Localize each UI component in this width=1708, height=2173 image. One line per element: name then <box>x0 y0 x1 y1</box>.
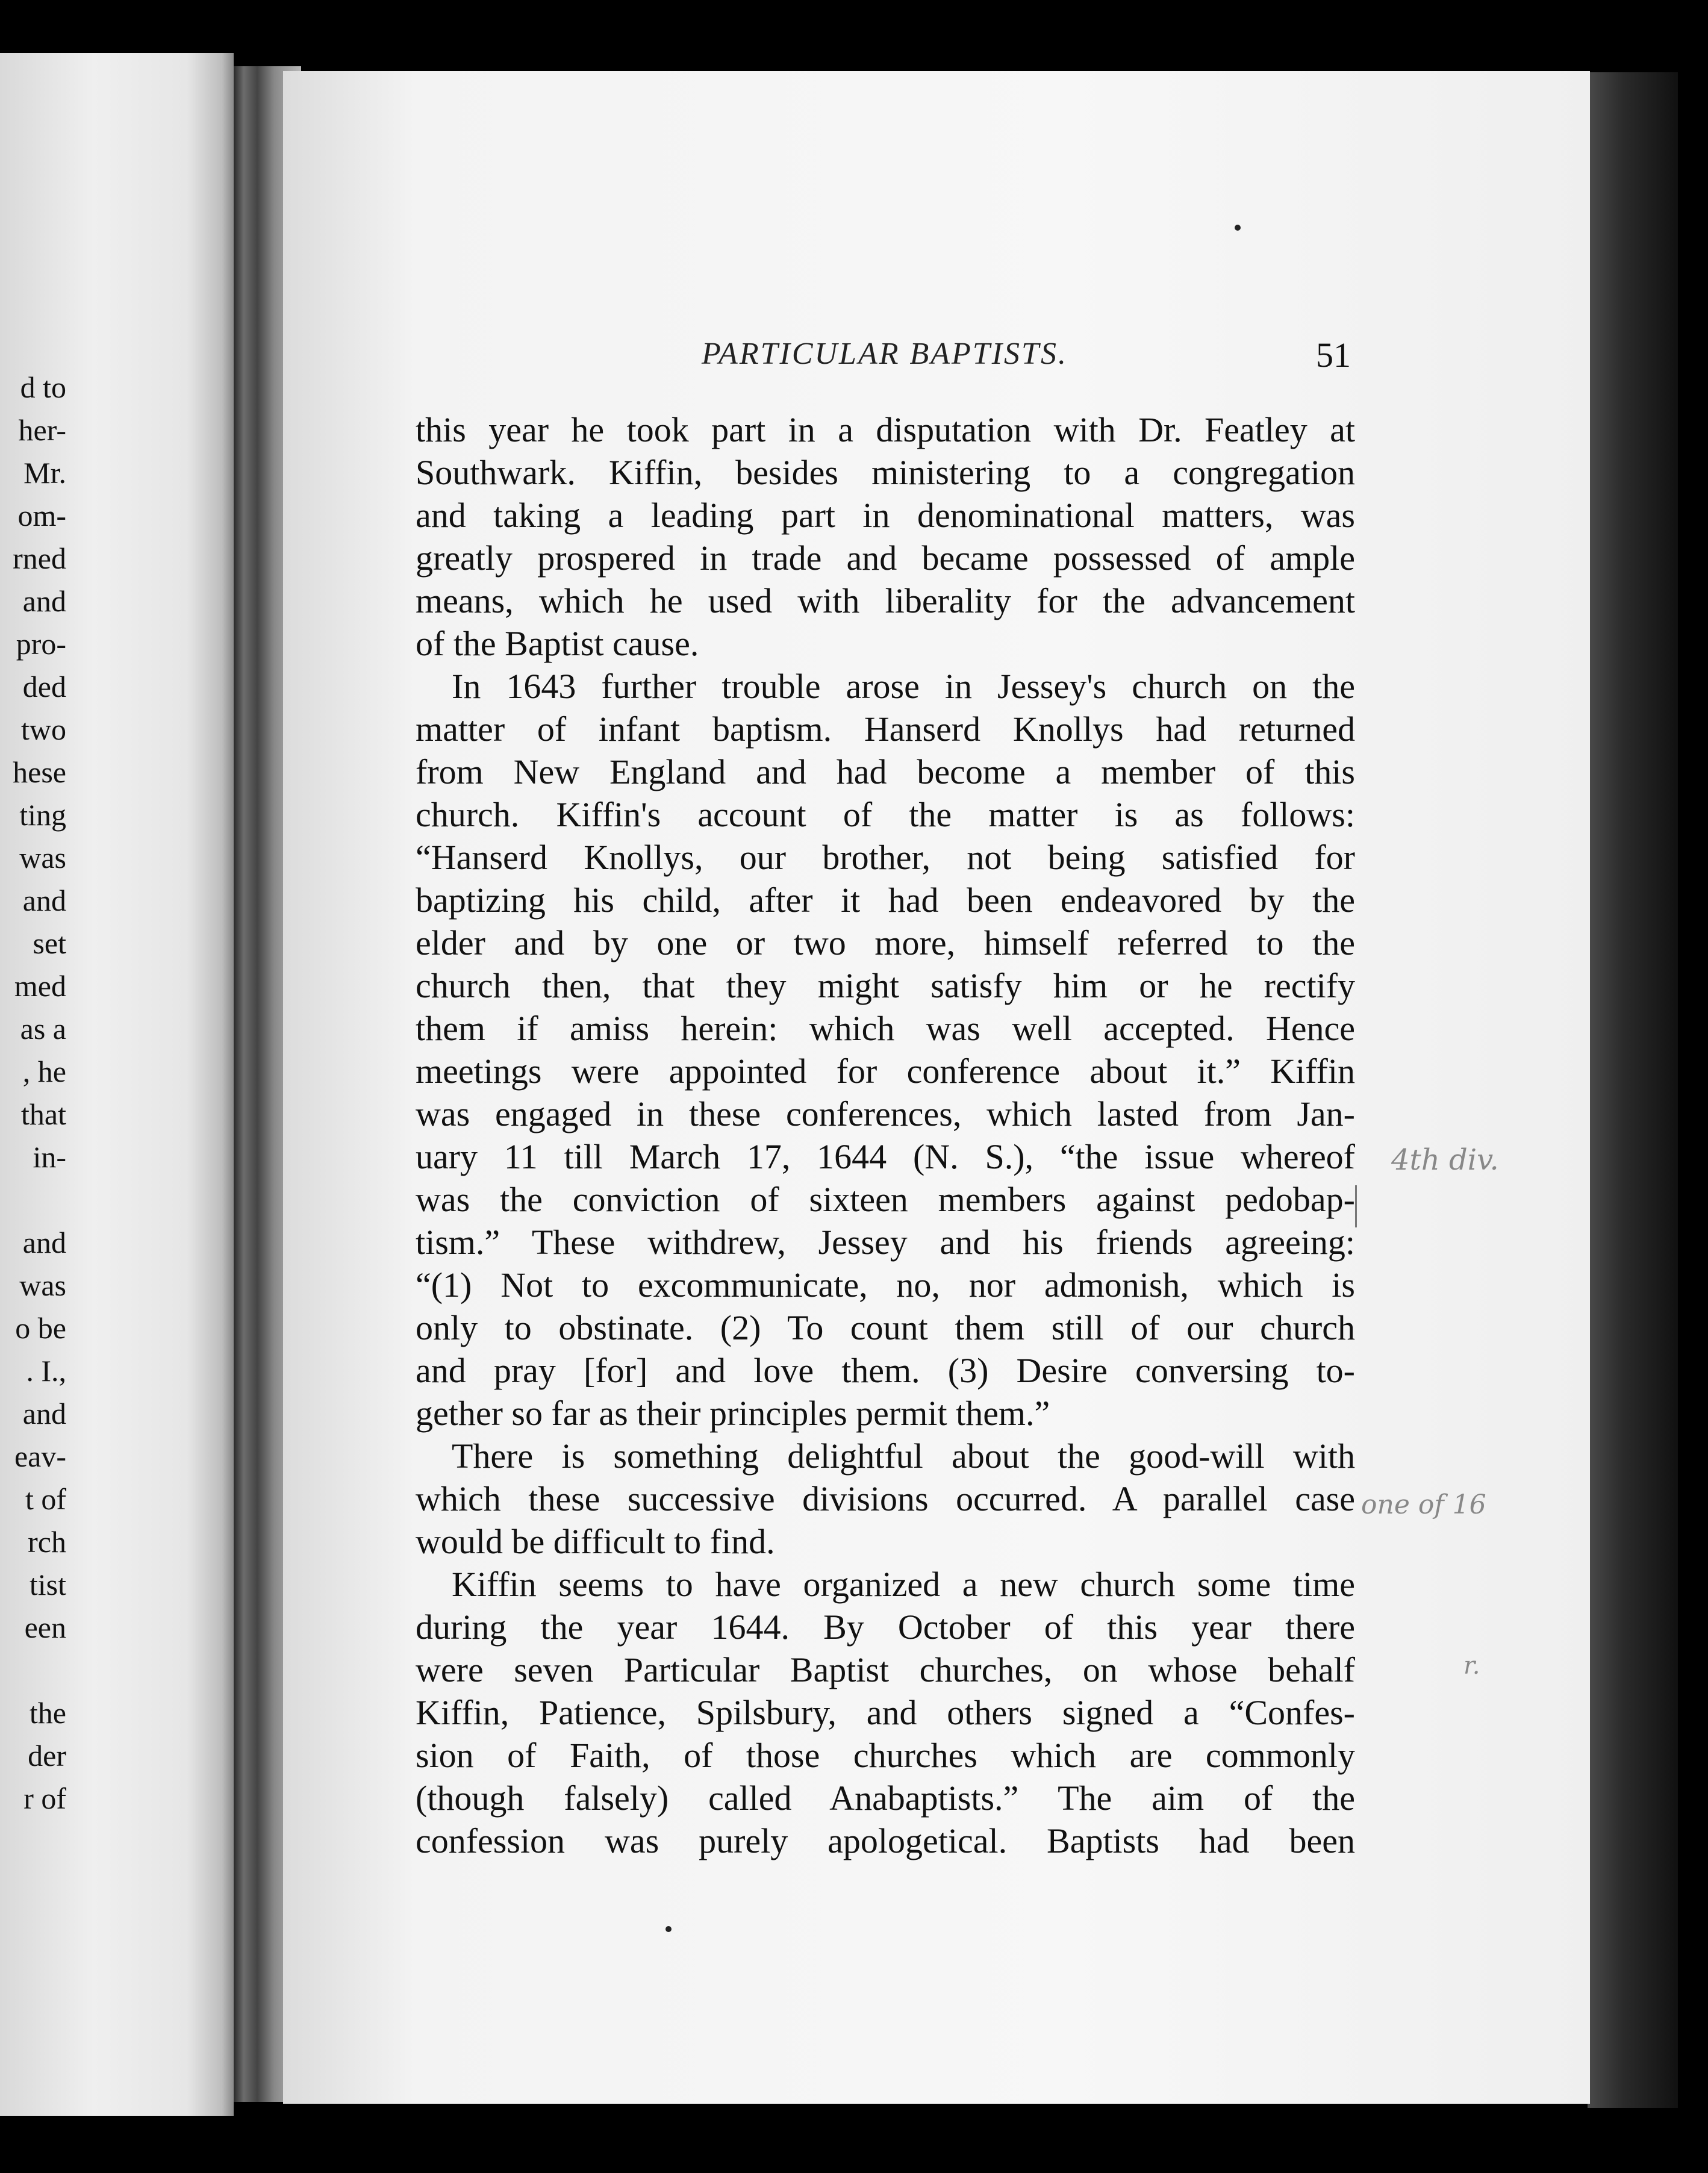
text-line: meetings were appointed for conference about it.” Kiffin <box>416 1052 1355 1091</box>
left-line: med <box>14 969 66 1003</box>
left-line: ting <box>19 798 66 832</box>
margin-note: one of 16 <box>1361 1489 1486 1520</box>
left-line: een <box>24 1610 66 1644</box>
text-line: uary 11 till March 17, 1644 (N. S.), “the issue whereof <box>416 1137 1355 1176</box>
text-line: during the year 1644. By October of this year there <box>416 1607 1355 1647</box>
left-line <box>0 1649 66 1692</box>
left-line: pro- <box>16 627 66 661</box>
page-number: 51 <box>1316 335 1351 375</box>
text-line: Southwark. Kiffin, besides ministering to a congregation <box>416 453 1355 492</box>
text-line: baptizing his child, after it had been endeavored by the <box>416 881 1355 920</box>
left-line: and <box>22 884 66 917</box>
left-line: the <box>29 1696 66 1730</box>
text-line: Kiffin, Patience, Spilsbury, and others signed a “Confes- <box>416 1693 1355 1732</box>
text-line: confession was purely apologetical. Baptists had been <box>416 1821 1355 1860</box>
text-line: and pray [for] and love them. (3) Desire conversing to- <box>416 1351 1355 1390</box>
left-line: ded <box>22 670 66 703</box>
left-line: , he <box>22 1055 66 1088</box>
left-line: and <box>22 1226 66 1259</box>
left-line: . I., <box>26 1354 66 1388</box>
text-line: from New England and had become a member of this <box>416 752 1355 791</box>
text-line: means, which he used with liberality for the advancement <box>416 581 1355 620</box>
left-line: r of <box>23 1782 66 1815</box>
left-line: rch <box>28 1525 66 1559</box>
text-line: Kiffin seems to have organized a new church some time <box>452 1565 1355 1604</box>
left-line: rned <box>13 541 66 575</box>
left-line: was <box>19 841 66 874</box>
left-line: and <box>22 1397 66 1430</box>
ink-speck <box>1235 225 1241 231</box>
text-line: sion of Faith, of those churches which are commonly <box>416 1736 1355 1775</box>
text-line: them if amiss herein: which was well accepted. Hence <box>416 1009 1355 1048</box>
left-line: d to <box>20 370 66 404</box>
left-page-text <box>0 366 66 1820</box>
ink-speck <box>665 1926 672 1932</box>
left-line: Mr. <box>23 456 66 490</box>
left-line: o be <box>15 1311 66 1345</box>
left-line: was <box>19 1268 66 1302</box>
text-line: this year he took part in a disputation with Dr. Featley at <box>416 410 1355 449</box>
text-line: (though falsely) called Anabaptists.” The aim of the <box>416 1779 1355 1818</box>
margin-bracket <box>1355 1185 1357 1227</box>
left-line: tist <box>29 1568 66 1601</box>
text-line: matter of infant baptism. Hanserd Knollys had returned <box>416 709 1355 749</box>
text-line: was engaged in these conferences, which lasted from Jan- <box>416 1094 1355 1133</box>
text-line: “(1) Not to excommunicate, no, nor admonish, which is <box>416 1265 1355 1305</box>
text-line: were seven Particular Baptist churches, on whose behalf <box>416 1650 1355 1689</box>
left-line: as a <box>20 1012 66 1046</box>
left-line: t of <box>25 1482 66 1516</box>
text-line: “Hanserd Knollys, our brother, not being satisfied for <box>416 838 1355 877</box>
left-facing-page <box>0 53 234 2116</box>
page-edge-shadow <box>1588 72 1678 2108</box>
text-line: church then, that they might satisfy him or he rectify <box>416 966 1355 1005</box>
left-line: her- <box>18 413 66 447</box>
text-line: would be difficult to find. <box>416 1522 775 1561</box>
left-line: and <box>22 584 66 618</box>
left-line: om- <box>17 499 66 532</box>
text-line: only to obstinate. (2) To count them still of our church <box>416 1308 1355 1347</box>
margin-note: 4th div. <box>1391 1143 1499 1177</box>
text-line: and taking a leading part in denominational matters, was <box>416 496 1355 535</box>
left-line: eav- <box>14 1439 66 1473</box>
text-line: There is something delightful about the good-will with <box>452 1436 1355 1476</box>
text-line: of the Baptist cause. <box>416 624 699 663</box>
left-line <box>0 1179 66 1221</box>
text-line: In 1643 further trouble arose in Jessey's church on the <box>452 667 1355 706</box>
left-line: in- <box>33 1140 66 1174</box>
left-line: der <box>28 1739 66 1772</box>
left-line: two <box>21 712 66 746</box>
left-line: set <box>33 926 66 960</box>
text-line: tism.” These withdrew, Jessey and his friends agreeing: <box>416 1223 1355 1262</box>
text-line: which these successive divisions occurred. A parallel case <box>416 1479 1355 1518</box>
margin-note: r. <box>1463 1652 1480 1680</box>
left-line: that <box>21 1097 66 1131</box>
body-text <box>416 408 1355 1862</box>
text-line: elder and by one or two more, himself referred to the <box>416 923 1355 962</box>
running-head: PARTICULAR BAPTISTS. <box>702 337 1068 371</box>
left-line: hese <box>13 755 66 789</box>
text-line: gether so far as their principles permit them.” <box>416 1394 1050 1433</box>
page-header <box>283 264 1590 375</box>
text-line: greatly prospered in trade and became possessed of ample <box>416 538 1355 578</box>
text-line: church. Kiffin's account of the matter is as follows: <box>416 795 1355 834</box>
main-page <box>283 71 1590 2104</box>
text-line: was the conviction of sixteen members against pedobap- <box>416 1180 1355 1219</box>
